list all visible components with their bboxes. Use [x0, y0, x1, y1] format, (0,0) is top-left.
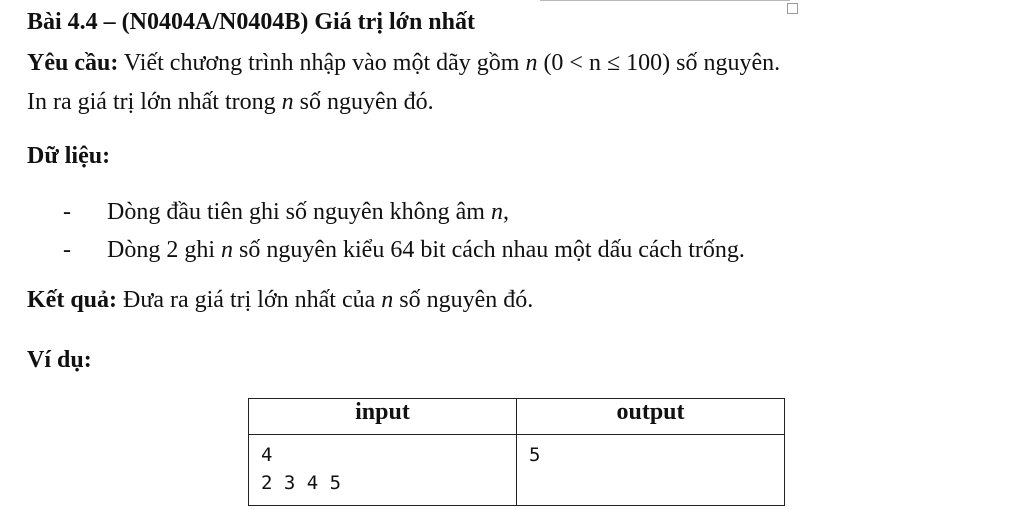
requirement-line-2: [27, 87, 434, 117]
requirement-end: số nguyên.: [676, 50, 781, 76]
bullet-text-end: số nguyên kiểu 64 bit cách nhau một dấu cách trống.: [239, 237, 745, 263]
requirement-line2-start: In ra giá trị lớn nhất trong: [27, 89, 276, 115]
bullet-dash: -: [63, 237, 71, 263]
var-n: n: [221, 237, 233, 263]
var-n: n: [490, 199, 503, 225]
requirement-text: Viết chương trình nhập vào một dãy gồm: [123, 50, 520, 76]
table-header-row: [249, 399, 785, 435]
requirement-line-1: [27, 48, 780, 78]
column-header-input: input: [249, 399, 517, 435]
top-rule: [540, 0, 790, 1]
input-heading: Dữ liệu:: [27, 143, 111, 169]
example-table: [248, 398, 785, 506]
output-text: Đưa ra giá trị lớn nhất của: [123, 287, 376, 313]
column-header-output: output: [517, 399, 785, 435]
bullet-text-end: ,: [502, 199, 509, 225]
input-line-1: 4: [261, 444, 273, 466]
bullet-text: Dòng 2 ghi: [107, 237, 215, 263]
input-line-2: 2 3 4 5: [261, 472, 342, 494]
requirement-line2-end: số nguyên đó.: [299, 89, 434, 115]
example-heading: Ví dụ:: [27, 347, 92, 373]
output-line-1: 5: [529, 444, 541, 466]
table-row: [249, 435, 785, 506]
var-n: n: [381, 287, 394, 313]
problem-title: Bài 4.4 – (N0404A/N0404B) Giá trị lớn nhất: [27, 9, 475, 35]
output-text-end: số nguyên đó.: [399, 287, 534, 313]
output-line: [27, 285, 533, 315]
requirement-constraint: (0 < n ≤ 100): [543, 50, 671, 76]
var-n: n: [281, 89, 294, 115]
output-cell: [517, 435, 785, 506]
input-bullet-2: [63, 235, 745, 265]
input-cell: [249, 435, 517, 506]
input-bullet-1: [63, 197, 509, 227]
var-n: n: [525, 50, 538, 76]
corner-checkbox-icon: [787, 3, 798, 14]
output-label: Kết quả:: [27, 287, 117, 313]
bullet-text: Dòng đầu tiên ghi số nguyên không âm: [107, 199, 485, 225]
bullet-dash: -: [63, 199, 71, 225]
requirement-label: Yêu cầu:: [27, 50, 119, 76]
